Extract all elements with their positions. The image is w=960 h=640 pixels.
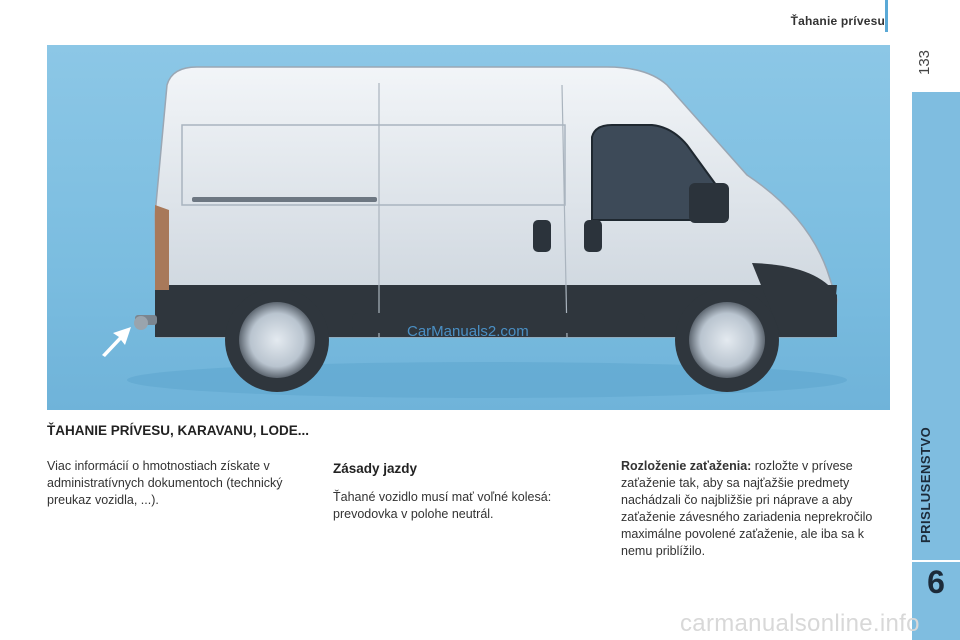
page-number: 133 xyxy=(916,49,933,75)
driving-rules-paragraph: Ťahané vozidlo musí mať voľné kolesá: prevodovka v polohe neutrál. xyxy=(333,490,552,521)
van-illustration xyxy=(47,45,890,410)
van-drawing xyxy=(47,45,890,410)
door-handle-1 xyxy=(533,220,551,252)
section-heading: ŤAHANIE PRÍVESU, KARAVANU, LODE... xyxy=(47,423,310,438)
arrow-pointer-icon xyxy=(102,327,131,357)
chapter-number: 6 xyxy=(927,564,945,600)
column-info xyxy=(47,458,302,509)
side-mirror xyxy=(689,183,729,223)
info-paragraph: Viac informácií o hmotnostiach získate v administratívnych dokumentoch (technický preukaz vozidla, ...). xyxy=(47,459,283,507)
column-load-distribution xyxy=(621,458,893,560)
watermark: CarManuals2.com xyxy=(407,323,529,340)
footer-watermark: carmanualsonline.info xyxy=(680,610,920,637)
sliding-door-rail xyxy=(192,197,377,202)
load-distribution-lead: Rozloženie zaťaženia: xyxy=(621,459,752,473)
door-handle-2 xyxy=(584,220,602,252)
load-distribution-paragraph: rozložte v prívese zaťaženie tak, aby sa najťažšie predmety nachádzali čo najbližšie pri náprave a aby zaťaženie závesného zariadenia neprekročilo maximálne povolené zaťaženie, ale iba sa k nemu priblížilo. xyxy=(621,459,873,558)
running-header-title: Ťahanie prívesu xyxy=(790,14,885,28)
driving-rules-subheading: Zásady jazdy xyxy=(333,461,418,476)
column-driving-rules xyxy=(333,458,588,523)
rear-light xyxy=(155,205,169,290)
header-accent-rule xyxy=(885,0,888,32)
chapter-tab-label: PRISLUSENSTVO xyxy=(918,426,933,544)
tow-ball xyxy=(134,316,148,330)
